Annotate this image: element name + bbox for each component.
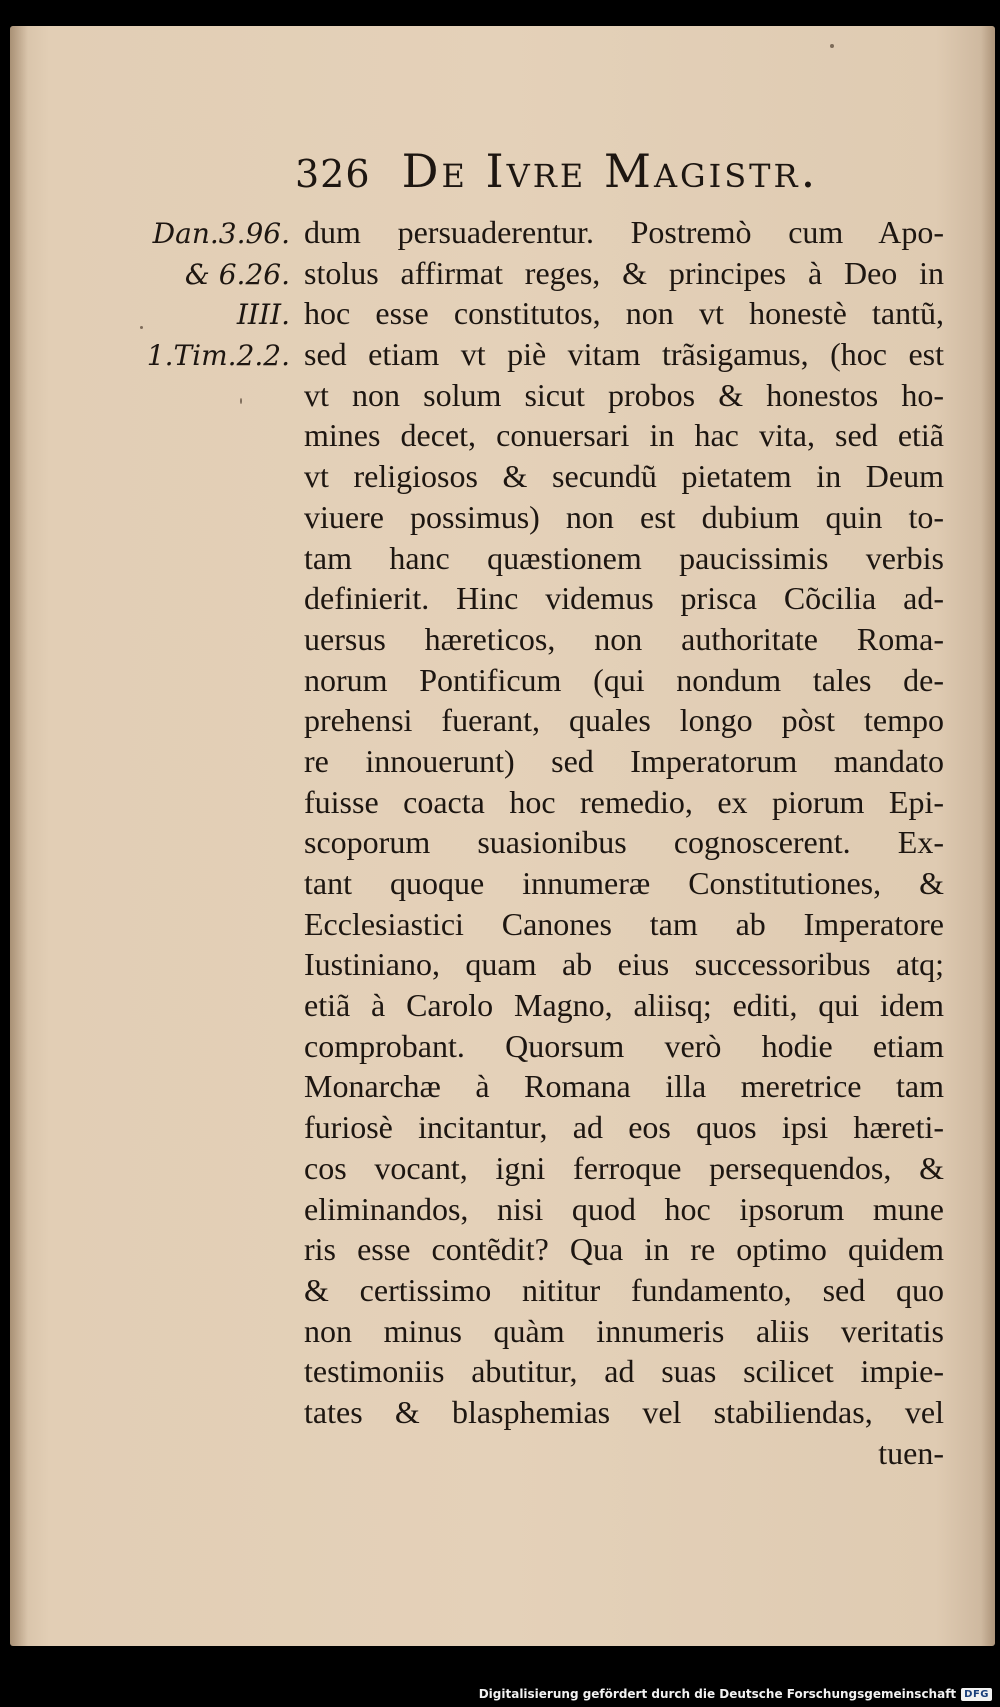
running-header — [295, 144, 945, 198]
dfg-logo: DFG — [961, 1688, 992, 1701]
body-text — [304, 212, 944, 1473]
credit-text: Digitalisierung gefördert durch die Deutsche Forschungsgemeinschaft — [478, 1687, 957, 1701]
margin-note: 1.Tim.2.2. — [146, 339, 290, 373]
book-page — [10, 26, 995, 1646]
text-line: tant quoque innumeræ Constitutiones, & — [304, 865, 944, 901]
paper-speck — [240, 398, 242, 404]
text-line: Monarchæ à Romana illa meretrice tam — [304, 1068, 944, 1105]
margin-note: IIII. — [236, 298, 290, 332]
margin-note: Dan.3.96. — [152, 217, 290, 250]
text-line: & certissimo nititur fundamento, sed quo — [304, 1271, 944, 1308]
text-line: furiosè incitantur, ad eos quos ipsi hæreti- — [304, 1109, 944, 1146]
text-line: vt religiosos & secundũ pietatem in Deum — [304, 458, 944, 495]
digitization-credit — [479, 1687, 992, 1701]
text-line: fuisse coacta hoc remedio, ex piorum Epi- — [304, 783, 944, 820]
text-line: ris esse contẽdit? Qua in re optimo quidem — [304, 1231, 944, 1268]
text-line: definierit. Hinc videmus prisca Cõcilia ad- — [304, 580, 944, 617]
page-number: 326 — [295, 152, 371, 196]
margin-notes — [130, 214, 290, 377]
text-line: viuere possimus) non est dubium quin to- — [304, 498, 944, 535]
text-line: re innouerunt) sed Imperatorum mandato — [304, 742, 944, 779]
text-line: eliminandos, nisi quod hoc ipsorum mune — [304, 1190, 944, 1227]
text-line: scoporum suasionibus cognoscerent. Ex- — [304, 824, 944, 861]
text-line: dum persuaderentur. Postremò cum Apo- — [304, 214, 944, 250]
text-line: Iustiniano, quam ab eius successoribus atq; — [304, 946, 944, 983]
text-line: non minus quàm innumeris aliis veritatis — [304, 1312, 944, 1349]
text-line: sed etiam vt piè vitam trãsigamus, (hoc est — [304, 336, 944, 373]
text-line: Ecclesiastici Canones tam ab Imperatore — [304, 905, 944, 942]
text-line: tates & blasphemias vel stabiliendas, vel — [304, 1393, 944, 1430]
paper-speck — [830, 44, 834, 48]
text-line: stolus affirmat reges, & principes à Deo in — [304, 254, 944, 291]
text-line: prehensi fuerant, quales longo pòst tempo — [304, 702, 944, 739]
text-line: testimoniis abutitur, ad suas scilicet impie- — [304, 1353, 944, 1390]
gutter-shadow — [10, 26, 28, 1646]
text-line: uersus hæreticos, non authoritate Roma- — [304, 620, 944, 657]
running-title: De Ivre Magistr. — [401, 144, 819, 198]
text-line: norum Pontificum (qui nondum tales de- — [304, 661, 944, 698]
text-line: tam hanc quæstionem paucissimis verbis — [304, 539, 944, 576]
text-line: mines decet, conuersari in hac vita, sed etiã — [304, 417, 944, 454]
text-line: etiã à Carolo Magno, aliisq; editi, qui idem — [304, 987, 944, 1024]
text-line: cos vocant, igni ferroque persequendos, & — [304, 1149, 944, 1186]
catchword: tuen- — [878, 1434, 944, 1471]
text-line: hoc esse constitutos, non vt honestè tantũ, — [304, 295, 944, 332]
margin-note: & 6.26. — [184, 257, 290, 291]
page-edge — [981, 26, 995, 1646]
text-line: vt non solum sicut probos & honestos ho- — [304, 376, 944, 413]
text-line: comprobant. Quorsum verò hodie etiam — [304, 1027, 944, 1064]
